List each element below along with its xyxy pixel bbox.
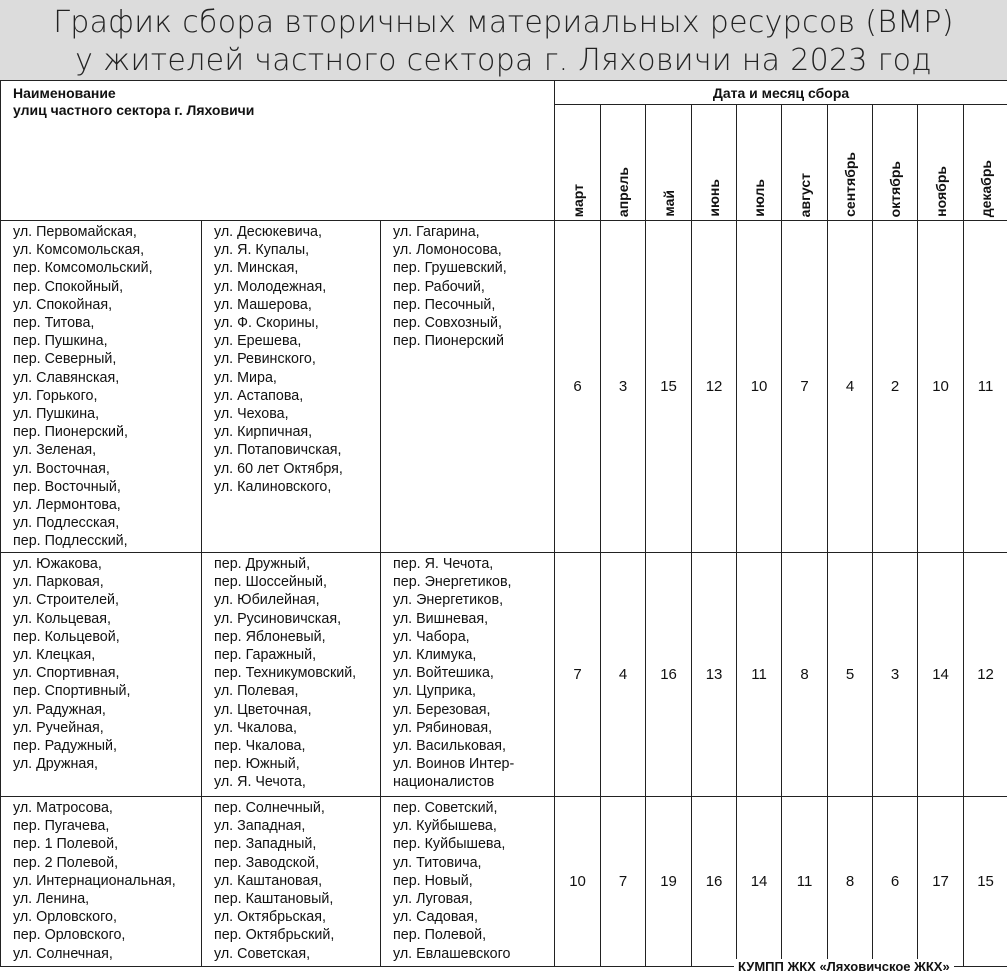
street-name: пер. 2 Полевой,	[13, 854, 201, 872]
street-name: пер. Пугачева,	[13, 817, 201, 835]
street-name: пер. Титова,	[13, 314, 201, 332]
collection-day-cell: 16	[692, 797, 737, 967]
street-names-header	[1, 81, 555, 221]
street-name: ул. Юбилейная,	[214, 591, 380, 609]
collection-day-cell: 13	[692, 553, 737, 797]
collection-day-cell: 3	[873, 553, 918, 797]
street-name: ул. Клецкая,	[13, 646, 201, 664]
street-name: ул. Ломоносова,	[393, 241, 554, 259]
street-names-header-line-2: улиц частного сектора г. Ляховичи	[13, 102, 554, 119]
schedule-table	[0, 80, 1007, 967]
street-name: ул. Чкалова,	[214, 719, 380, 737]
street-name: ул. Ф. Скорины,	[214, 314, 380, 332]
month-header	[601, 105, 646, 221]
street-name: пер. Заводской,	[214, 854, 380, 872]
street-list-cell	[1, 221, 202, 553]
street-name: ул. Октябрьская,	[214, 908, 380, 926]
street-name: пер. Восточный,	[13, 478, 201, 496]
month-header	[737, 105, 782, 221]
street-name: пер. Шоссейный,	[214, 573, 380, 591]
collection-day-cell: 4	[828, 221, 873, 553]
street-name: пер. Пионерский,	[13, 423, 201, 441]
month-header	[555, 105, 601, 221]
street-name: пер. Новый,	[393, 872, 554, 890]
street-name: ул. Воинов Интер-	[393, 755, 554, 773]
street-name: ул. Чабора,	[393, 628, 554, 646]
table-row	[1, 553, 1007, 797]
month-header	[918, 105, 964, 221]
street-name: пер. Дружный,	[214, 555, 380, 573]
street-name: пер. Грушевский,	[393, 259, 554, 277]
street-name: ул. Строителей,	[13, 591, 201, 609]
street-name: ул. Вишневая,	[393, 610, 554, 628]
street-name: ул. Восточная,	[13, 460, 201, 478]
street-name: ул. Южакова,	[13, 555, 201, 573]
street-name: ул. Полевая,	[214, 682, 380, 700]
street-name: пер. Каштановый,	[214, 890, 380, 908]
street-name: ул. Цветочная,	[214, 701, 380, 719]
street-name: пер. Западный,	[214, 835, 380, 853]
month-header	[782, 105, 828, 221]
street-name: пер. Советский,	[393, 799, 554, 817]
street-name: ул. Молодежная,	[214, 278, 380, 296]
month-label: август	[797, 159, 813, 217]
collection-day-cell: 15	[646, 221, 692, 553]
collection-day-cell: 16	[646, 553, 692, 797]
street-name: пер. 1 Полевой,	[13, 835, 201, 853]
street-list-cell	[202, 797, 381, 967]
collection-day-cell: 7	[555, 553, 601, 797]
street-name: ул. Кольцевая,	[13, 610, 201, 628]
table-row	[1, 221, 1007, 553]
street-name: ул. Войтешика,	[393, 664, 554, 682]
street-name: пер. Я. Чечота,	[393, 555, 554, 573]
collection-day-cell: 14	[918, 553, 964, 797]
street-name: ул. Кирпичная,	[214, 423, 380, 441]
street-name: ул. Спокойная,	[13, 296, 201, 314]
street-name: пер. Совхозный,	[393, 314, 554, 332]
street-name: ул. Первомайская,	[13, 223, 201, 241]
street-name: ул. Рябиновая,	[393, 719, 554, 737]
collection-day-cell: 7	[782, 221, 828, 553]
street-name: ул. Комсомольская,	[13, 241, 201, 259]
street-name: пер. Техникумовский,	[214, 664, 380, 682]
collection-day-cell: 11	[737, 553, 782, 797]
street-list-cell	[381, 221, 555, 553]
street-name: ул. Спортивная,	[13, 664, 201, 682]
month-label: ноябрь	[933, 152, 949, 217]
street-name: пер. Яблоневый,	[214, 628, 380, 646]
collection-day-cell: 7	[601, 797, 646, 967]
month-label: апрель	[615, 153, 631, 217]
month-label: октябрь	[887, 147, 903, 217]
street-list-cell	[1, 797, 202, 967]
collection-day-cell: 8	[782, 553, 828, 797]
collection-day-cell: 19	[646, 797, 692, 967]
street-name: ул. Ерешева,	[214, 332, 380, 350]
street-name: ул. Интернациональная,	[13, 872, 201, 890]
month-header	[873, 105, 918, 221]
street-name: пер. Песочный,	[393, 296, 554, 314]
street-name: пер. Кольцевой,	[13, 628, 201, 646]
street-name: пер. Спортивный,	[13, 682, 201, 700]
month-label: март	[570, 170, 586, 217]
street-name: ул. Березовая,	[393, 701, 554, 719]
month-header	[828, 105, 873, 221]
collection-day-cell: 11	[964, 221, 1007, 553]
street-name: пер. Полевой,	[393, 926, 554, 944]
street-name: ул. Я. Чечота,	[214, 773, 380, 791]
collection-day-cell: 14	[737, 797, 782, 967]
street-name: пер. Подлесский,	[13, 532, 201, 550]
street-name: ул. Астапова,	[214, 387, 380, 405]
title-line-1: График сбора вторичных материальных ресурсов (ВМР)	[0, 0, 1007, 42]
street-name: ул. Дружная,	[13, 755, 201, 773]
month-label: май	[661, 176, 677, 217]
street-list-cell	[202, 221, 381, 553]
collection-day-cell: 17	[918, 797, 964, 967]
street-names-header-line-1: Наименование	[13, 85, 554, 102]
collection-day-cell: 11	[782, 797, 828, 967]
street-name: ул. Титовича,	[393, 854, 554, 872]
street-name: пер. Пионерский	[393, 332, 554, 350]
collection-day-cell: 2	[873, 221, 918, 553]
street-name: националистов	[393, 773, 554, 791]
street-name: ул. Ленина,	[13, 890, 201, 908]
street-name: ул. Ревинского,	[214, 350, 380, 368]
title-line-2: у жителей частного сектора г. Ляховичи на 2023 год	[0, 42, 1007, 80]
month-header	[692, 105, 737, 221]
street-name: ул. Энергетиков,	[393, 591, 554, 609]
street-name: ул. Минская,	[214, 259, 380, 277]
street-name: ул. Западная,	[214, 817, 380, 835]
collection-day-cell: 10	[918, 221, 964, 553]
street-name: ул. Радужная,	[13, 701, 201, 719]
street-name: пер. Чкалова,	[214, 737, 380, 755]
street-name: ул. Гагарина,	[393, 223, 554, 241]
street-name: ул. Я. Купалы,	[214, 241, 380, 259]
month-header	[964, 105, 1007, 221]
collection-date-header: Дата и месяц сбора	[555, 81, 1007, 105]
street-name: ул. Климука,	[393, 646, 554, 664]
collection-day-cell: 12	[692, 221, 737, 553]
street-name: ул. Десюкевича,	[214, 223, 380, 241]
street-name: ул. Орловского,	[13, 908, 201, 926]
table-row	[1, 797, 1007, 967]
street-name: пер. Гаражный,	[214, 646, 380, 664]
street-name: ул. Парковая,	[13, 573, 201, 591]
street-name: ул. Матросова,	[13, 799, 201, 817]
collection-day-cell: 3	[601, 221, 646, 553]
street-name: пер. Куйбышева,	[393, 835, 554, 853]
header-row	[1, 81, 1007, 105]
street-name: ул. Васильковая,	[393, 737, 554, 755]
street-name: пер. Рабочий,	[393, 278, 554, 296]
month-label: сентябрь	[842, 138, 858, 217]
street-name: ул. Цуприка,	[393, 682, 554, 700]
street-name: пер. Октябрьский,	[214, 926, 380, 944]
street-name: ул. Евлашевского	[393, 945, 554, 963]
street-name: пер. Орловского,	[13, 926, 201, 944]
street-name: пер. Южный,	[214, 755, 380, 773]
street-name: ул. Солнечная,	[13, 945, 201, 963]
month-label: июнь	[706, 165, 722, 217]
street-name: пер. Комсомольский,	[13, 259, 201, 277]
street-name: ул. Пушкина,	[13, 405, 201, 423]
collection-day-cell: 10	[555, 797, 601, 967]
street-name: ул. Лермонтова,	[13, 496, 201, 514]
street-name: пер. Энергетиков,	[393, 573, 554, 591]
street-name: ул. 60 лет Октября,	[214, 460, 380, 478]
street-name: ул. Русиновичская,	[214, 610, 380, 628]
street-name: ул. Ручейная,	[13, 719, 201, 737]
street-name: ул. Куйбышева,	[393, 817, 554, 835]
collection-day-cell: 12	[964, 553, 1007, 797]
street-list-cell	[381, 797, 555, 967]
street-name: пер. Спокойный,	[13, 278, 201, 296]
street-name: ул. Подлесская,	[13, 514, 201, 532]
street-name: ул. Советская,	[214, 945, 380, 963]
page-title	[0, 0, 1007, 80]
street-name: ул. Мира,	[214, 369, 380, 387]
street-name: пер. Радужный,	[13, 737, 201, 755]
street-name: пер. Северный,	[13, 350, 201, 368]
street-name: ул. Потаповичская,	[214, 441, 380, 459]
street-name: ул. Машерова,	[214, 296, 380, 314]
collection-day-cell: 15	[964, 797, 1007, 967]
street-name: пер. Солнечный,	[214, 799, 380, 817]
street-name: ул. Славянская,	[13, 369, 201, 387]
street-name: ул. Каштановая,	[214, 872, 380, 890]
month-label: июль	[751, 165, 767, 217]
street-name: ул. Горького,	[13, 387, 201, 405]
street-list-cell	[1, 553, 202, 797]
collection-day-cell: 4	[601, 553, 646, 797]
collection-day-cell: 10	[737, 221, 782, 553]
street-name: ул. Луговая,	[393, 890, 554, 908]
street-name: ул. Калиновского,	[214, 478, 380, 496]
street-name: ул. Зеленая,	[13, 441, 201, 459]
street-list-cell	[202, 553, 381, 797]
street-name: ул. Садовая,	[393, 908, 554, 926]
footer-organization: КУМПП ЖКХ «Ляховичское ЖКХ»	[734, 959, 954, 974]
street-name: ул. Чехова,	[214, 405, 380, 423]
collection-day-cell: 6	[555, 221, 601, 553]
collection-day-cell: 5	[828, 553, 873, 797]
month-header	[646, 105, 692, 221]
street-list-cell	[381, 553, 555, 797]
collection-day-cell: 8	[828, 797, 873, 967]
street-name: пер. Пушкина,	[13, 332, 201, 350]
collection-day-cell: 6	[873, 797, 918, 967]
month-label: декабрь	[978, 146, 994, 217]
